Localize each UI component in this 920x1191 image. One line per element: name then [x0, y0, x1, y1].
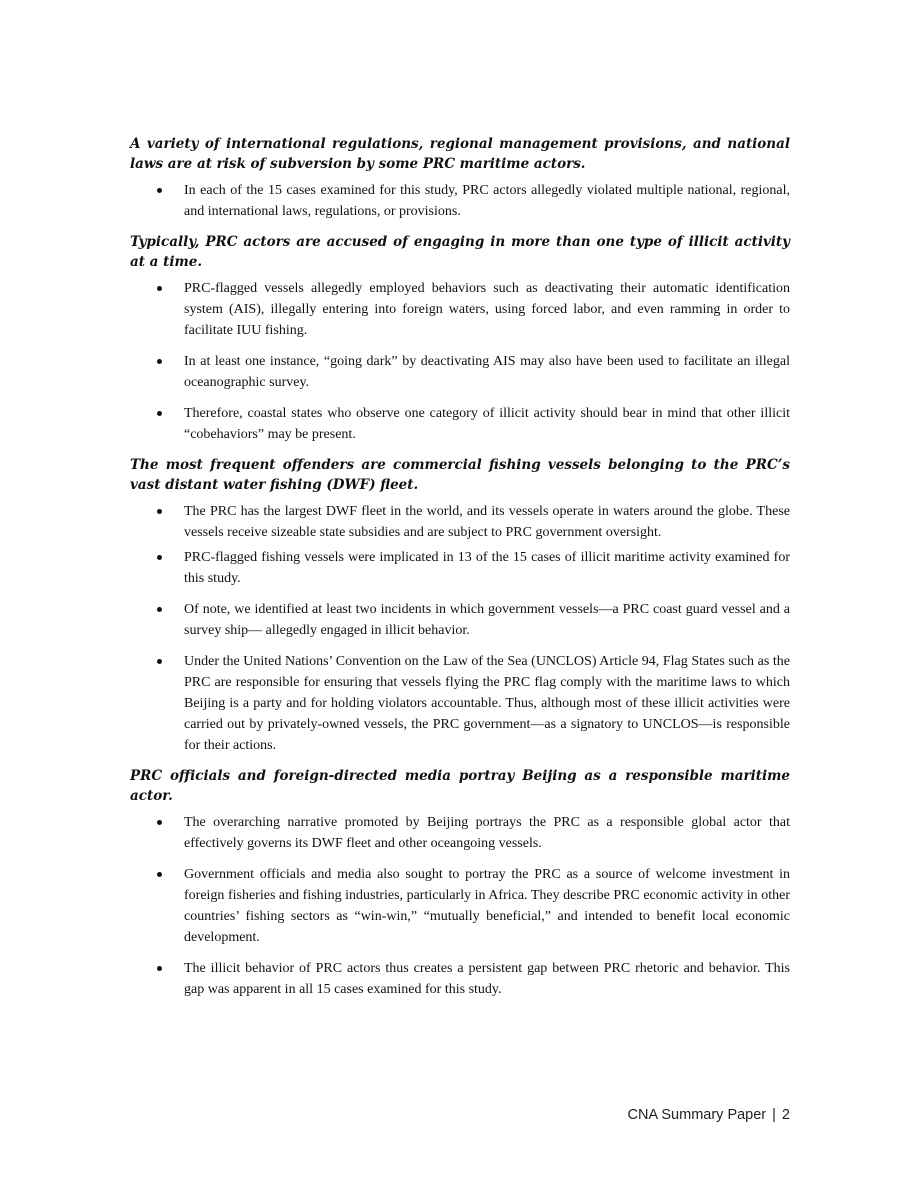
page-footer — [628, 1107, 790, 1123]
document-body — [130, 134, 790, 1010]
bullet-item — [130, 864, 790, 948]
bullet-text: Of note, we identified at least two incidents in which government vessels—a PRC coast guard vessel and a survey ship— allegedly engaged in illicit behavior. — [184, 602, 790, 638]
section-heading: The most frequent offenders are commercial fishing vessels belonging to the PRC’s vast distant water fishing (DWF) fleet. — [130, 457, 790, 493]
bullet-text: In each of the 15 cases examined for this study, PRC actors allegedly violated multiple national, regional, and international laws, regulations, or provisions. — [184, 183, 790, 219]
bullet-item — [130, 351, 790, 393]
bullet-item — [130, 501, 790, 543]
bullet-text: PRC-flagged fishing vessels were implicated in 13 of the 15 cases of illicit maritime activity examined for this study. — [184, 550, 790, 586]
bullet-icon — [157, 188, 162, 193]
bullet-icon — [157, 872, 162, 877]
bullet-icon — [157, 359, 162, 364]
bullet-item — [130, 958, 790, 1000]
page-number: 2 — [781, 1107, 790, 1123]
bullet-text: Therefore, coastal states who observe one category of illicit activity should bear in mind that other illicit “cobehaviors” may be present. — [184, 406, 790, 442]
bullet-text: Government officials and media also sought to portray the PRC as a source of welcome investment in foreign fisheries and fishing industries, particularly in Africa. They describe PRC economic activity in other countries’ fishing sectors as “win-win,” “mutually beneficial,” and intended to benefit local economic development. — [184, 867, 790, 945]
bullet-text: The overarching narrative promoted by Beijing portrays the PRC as a responsible global actor that effectively governs its DWF fleet and other oceangoing vessels. — [184, 815, 790, 851]
bullet-item — [130, 651, 790, 756]
bullet-text: PRC-flagged vessels allegedly employed behaviors such as deactivating their automatic identification system (AIS), illegally entering into foreign waters, using forced labor, and even ramming in order to facilitate IUU fishing. — [184, 281, 790, 338]
bullet-item — [130, 599, 790, 641]
section-heading: PRC officials and foreign-directed media portray Beijing as a responsible maritime actor. — [130, 768, 790, 804]
bullet-icon — [157, 966, 162, 971]
section-heading: A variety of international regulations, regional management provisions, and national laws are at risk of subversion by some PRC maritime actors. — [130, 136, 790, 172]
section-heading: Typically, PRC actors are accused of engaging in more than one type of illicit activity at a time. — [130, 234, 790, 270]
footer-label: CNA Summary Paper — [627, 1107, 767, 1123]
footer-separator: | — [772, 1107, 776, 1123]
bullet-item — [130, 812, 790, 854]
bullet-text: In at least one instance, “going dark” by deactivating AIS may also have been used to facilitate an illegal oceanographic survey. — [184, 354, 790, 390]
bullet-text: The illicit behavior of PRC actors thus creates a persistent gap between PRC rhetoric and behavior. This gap was apparent in all 15 cases examined for this study. — [184, 961, 790, 997]
bullet-icon — [157, 509, 162, 514]
bullet-item — [130, 180, 790, 222]
bullet-item — [130, 278, 790, 341]
bullet-icon — [157, 659, 162, 664]
bullet-icon — [157, 820, 162, 825]
bullet-list — [130, 501, 790, 756]
bullet-list — [130, 180, 790, 222]
bullet-text: Under the United Nations’ Convention on the Law of the Sea (UNCLOS) Article 94, Flag States such as the PRC are responsible for ensuring that vessels flying the PRC flag comply with the maritime laws to which Beijing is a party and for holding violators accountable. Thus, although most of these illicit activities were carried out by privately-owned vessels, the PRC government—as a signatory to UNCLOS—is responsible for their actions. — [184, 654, 790, 753]
bullet-icon — [157, 555, 162, 560]
bullet-icon — [157, 607, 162, 612]
bullet-icon — [157, 411, 162, 416]
bullet-text: The PRC has the largest DWF fleet in the world, and its vessels operate in waters around the globe. These vessels receive sizeable state subsidies and are subject to PRC government oversight. — [184, 504, 790, 540]
bullet-list — [130, 278, 790, 445]
bullet-item — [130, 403, 790, 445]
bullet-item — [130, 547, 790, 589]
bullet-icon — [157, 286, 162, 291]
bullet-list — [130, 812, 790, 1000]
